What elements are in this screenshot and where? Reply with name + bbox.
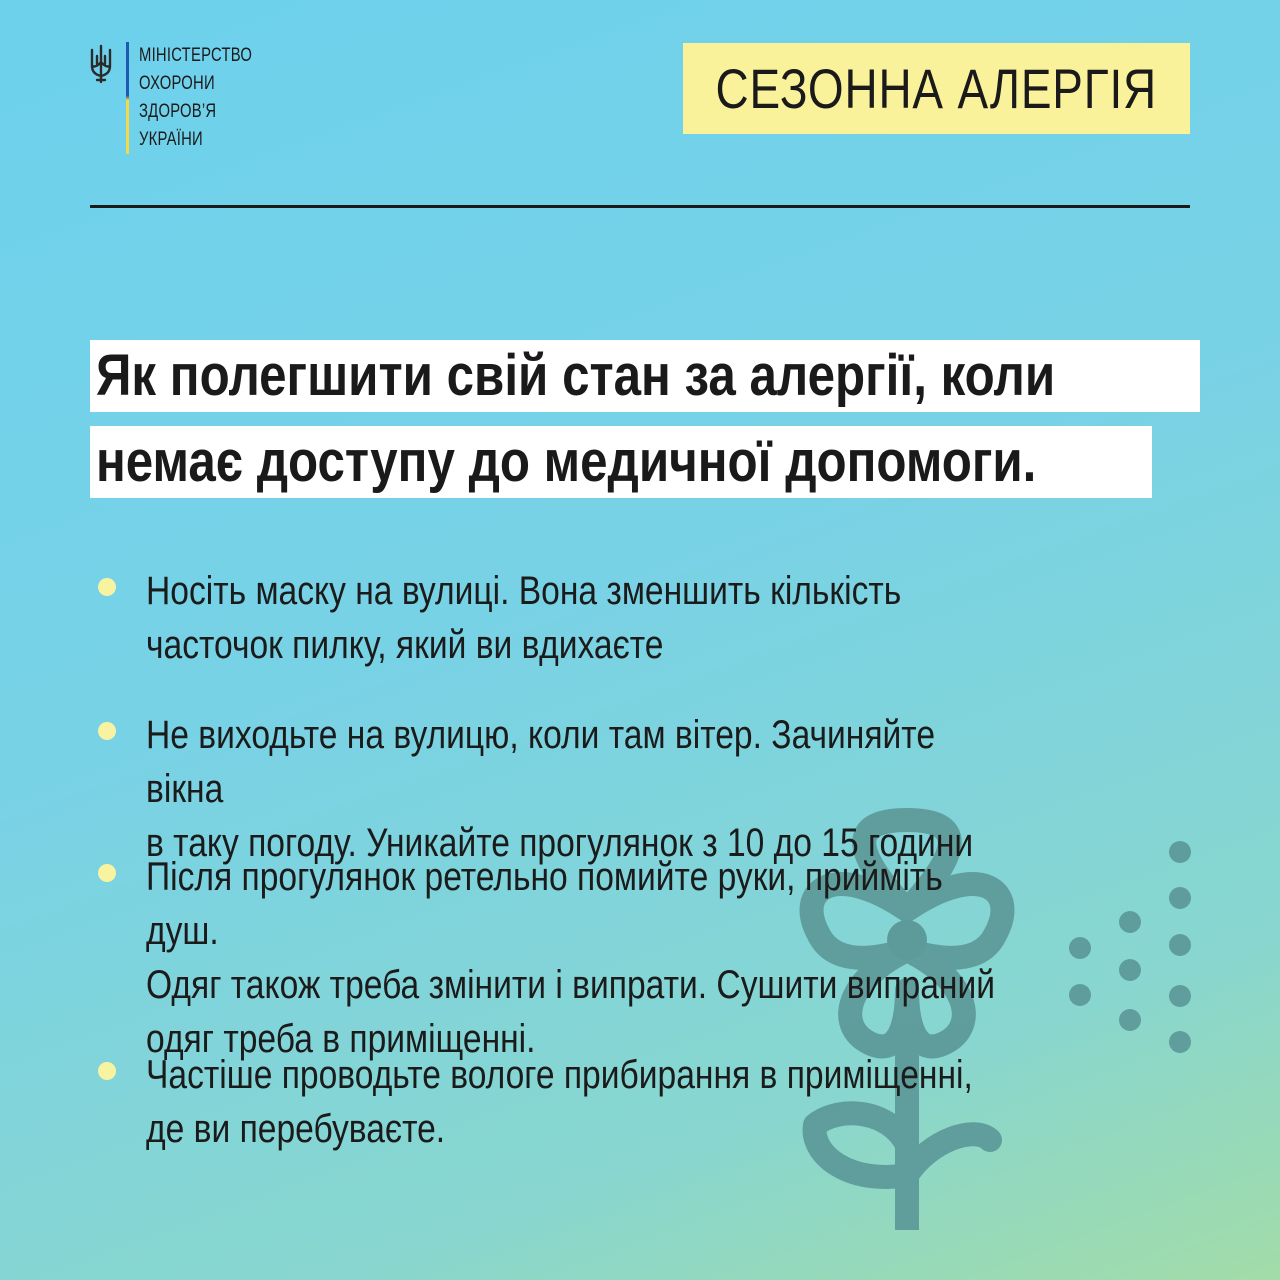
headline-line	[90, 426, 1152, 498]
ministry-name-line: УКРАЇНИ	[139, 129, 203, 150]
topic-badge-label: СЕЗОННА АЛЕРГІЯ	[715, 57, 1158, 120]
bullet-dot	[98, 1062, 116, 1080]
divider	[90, 205, 1190, 208]
list-item-text: Носіть маску на вулиці. Вона зменшить кількість часточок пилку, який ви вдихаєте	[146, 569, 902, 667]
topic-badge	[683, 43, 1190, 134]
list-item-text: Частіше проводьте вологе прибирання в приміщенні, де ви перебуваєте.	[146, 1053, 973, 1151]
headline	[90, 340, 1200, 512]
headline-text: Як полегшити свій стан за алергії, коли	[96, 343, 1056, 408]
headline-line	[90, 340, 1200, 412]
bullet-dot	[98, 578, 116, 596]
list-item-text: Не виходьте на вулицю, коли там вітер. Зачиняйте вікна в таку погоду. Уникайте прогулянок з 10 до 15 години	[146, 713, 974, 865]
list-item-text: Після прогулянок ретельно помийте руки, прийміть душ. Одяг також треба змінити і випрати. Сушити випраний одяг треба в приміщенні.	[146, 855, 995, 1061]
logo-color-bar	[126, 42, 129, 154]
bullet-dot	[98, 864, 116, 882]
ministry-name-line: МІНІСТЕРСТВО	[139, 45, 253, 66]
ministry-name-line: ЗДОРОВ’Я	[139, 101, 217, 122]
bullet-dot	[98, 722, 116, 740]
ministry-logo	[88, 42, 284, 154]
ministry-name	[139, 42, 252, 154]
trident-icon	[88, 44, 114, 84]
ministry-name-line: ОХОРОНИ	[139, 73, 215, 94]
headline-text: немає доступу до медичної допомоги.	[96, 429, 1037, 494]
